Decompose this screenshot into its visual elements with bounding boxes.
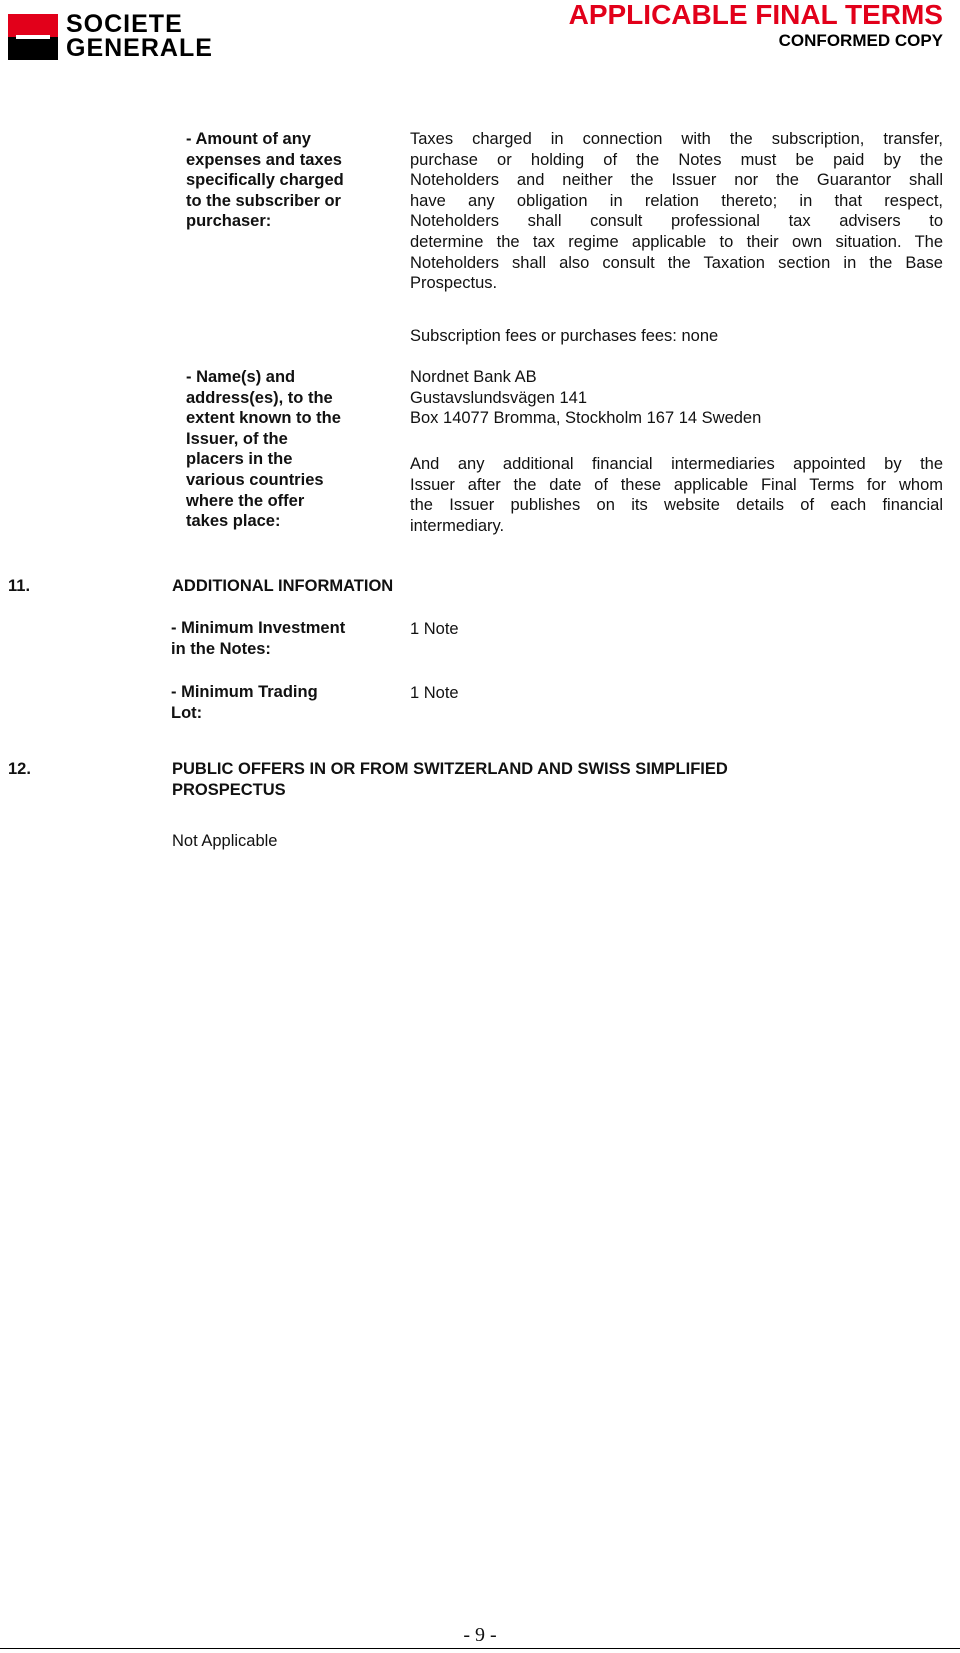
label-line: Lot:: [171, 703, 203, 722]
label-line: expenses and taxes: [186, 150, 342, 169]
label-line: specifically charged: [186, 171, 344, 190]
logo-mark-icon: [8, 14, 58, 60]
text-line: the Issuer publishes on its website details of each financial: [410, 496, 943, 515]
min-investment-label: [171, 618, 386, 659]
text-line: Noteholders shall consult professional tax advisers to: [410, 212, 943, 231]
document-header: [569, 0, 943, 52]
label-line: Issuer, of the: [186, 429, 288, 448]
text-line: Issuer after the date of these applicable Final Terms for whom: [410, 475, 943, 494]
section-12-body: Not Applicable: [172, 832, 278, 850]
label-line: where the offer: [186, 491, 305, 510]
expenses-taxes-text: [410, 129, 943, 294]
text-line: And any additional financial intermediaries appointed by the: [410, 455, 943, 473]
address-line: Gustavslundsvägen 141: [410, 388, 588, 407]
placer-address: [410, 367, 943, 429]
placers-label: [186, 367, 386, 532]
text-line: determine the tax regime applicable to their own situation. The: [410, 232, 943, 251]
label-line: - Minimum Investment: [171, 619, 346, 637]
address-line: Nordnet Bank AB: [410, 368, 537, 386]
label-line: various countries: [186, 470, 324, 489]
text-line: Noteholders shall also consult the Taxation section in the Base: [410, 253, 943, 272]
subscription-fees-text: Subscription fees or purchases fees: none: [410, 327, 719, 345]
label-line: in the Notes:: [171, 639, 271, 658]
section-12-number: 12.: [8, 760, 31, 778]
min-trading-lot-value: 1 Note: [410, 684, 459, 702]
footer-divider: [0, 1648, 960, 1649]
document-title: APPLICABLE FINAL TERMS: [568, 0, 943, 30]
section-11-number: 11.: [8, 577, 31, 595]
min-trading-lot-label: [171, 682, 386, 723]
label-line: - Minimum Trading: [171, 683, 318, 701]
text-line: Prospectus.: [410, 274, 498, 293]
document-subtitle: CONFORMED COPY: [778, 31, 943, 50]
label-line: placers in the: [186, 450, 293, 469]
address-line: Box 14077 Bromma, Stockholm 167 14 Sweden: [410, 409, 762, 428]
section-12-title: [172, 759, 872, 800]
additional-intermediaries-text: [410, 454, 943, 536]
text-line: intermediary.: [410, 516, 505, 535]
expenses-taxes-label: [186, 129, 386, 232]
title-line: PUBLIC OFFERS IN OR FROM SWITZERLAND AND SWISS SIMPLIFIED: [172, 760, 728, 778]
page-number: - 9 -: [463, 1624, 497, 1646]
logo-text-line-2: GENERALE: [66, 34, 213, 62]
section-11-title: ADDITIONAL INFORMATION: [172, 577, 394, 595]
label-line: - Amount of any: [186, 130, 311, 148]
societe-generale-logo: [8, 12, 238, 64]
text-line: purchase or holding of the Notes must be paid by the: [410, 150, 943, 169]
min-investment-value: 1 Note: [410, 620, 459, 638]
title-line: PROSPECTUS: [172, 780, 286, 799]
label-line: purchaser:: [186, 212, 272, 231]
label-line: address(es), to the: [186, 388, 333, 407]
text-line: Taxes charged in connection with the subscription, transfer,: [410, 130, 943, 148]
text-line: have any obligation in relation thereto; in that respect,: [410, 191, 943, 210]
label-line: to the subscriber or: [186, 191, 341, 210]
label-line: extent known to the: [186, 409, 341, 428]
label-line: takes place:: [186, 512, 281, 531]
logo-text-line-1: SOCIETE: [66, 10, 183, 38]
label-line: - Name(s) and: [186, 368, 296, 386]
text-line: Noteholders and neither the Issuer nor the Guarantor shall: [410, 171, 943, 190]
